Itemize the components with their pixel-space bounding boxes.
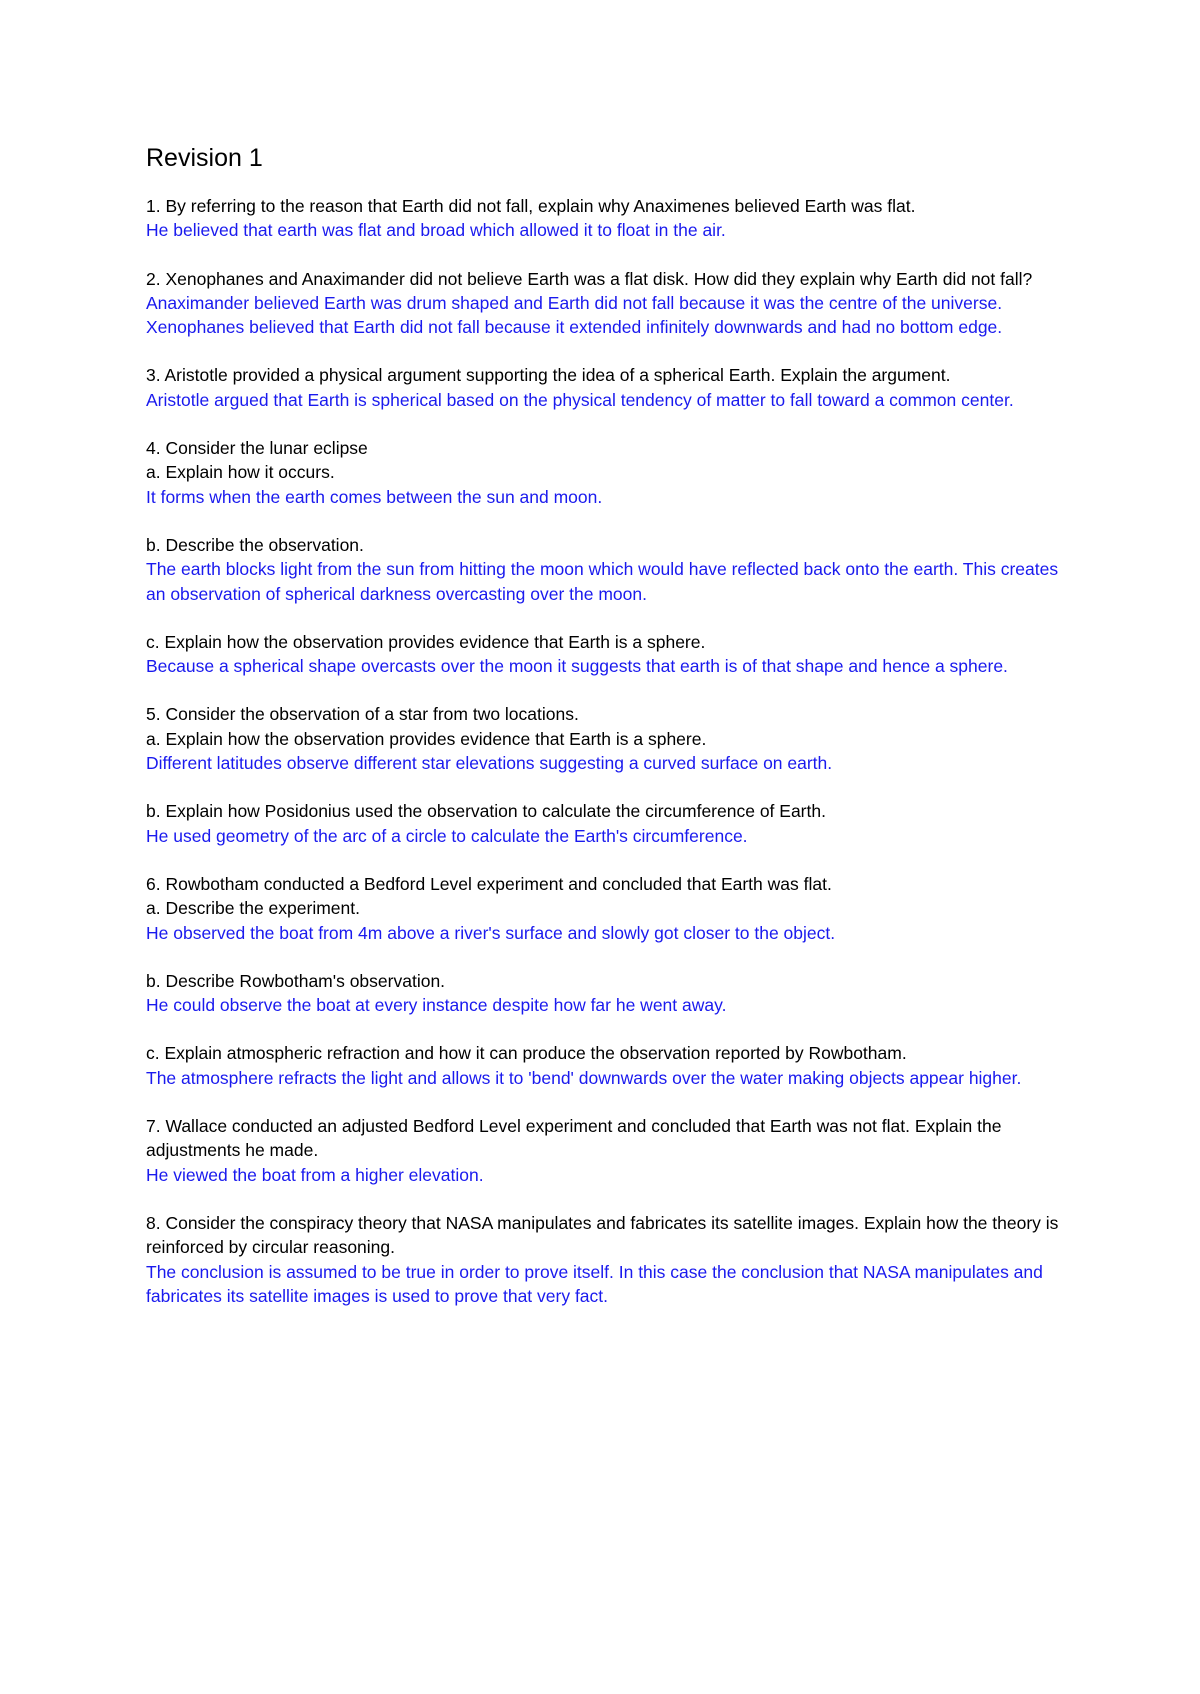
question-text: 7. Wallace conducted an adjusted Bedford Level experiment and concluded that Earth was not flat. Explain the adjustments he made. [146, 1116, 1002, 1161]
question-block [146, 872, 1076, 945]
answer-text: He could observe the boat at every instance despite how far he went away. [146, 995, 727, 1016]
question-text: 3. Aristotle provided a physical argument supporting the idea of a spherical Earth. Explain the argument. [146, 365, 951, 386]
answer-text: Anaximander believed Earth was drum shaped and Earth did not fall because it was the centre of the universe. [146, 292, 1003, 313]
answer-text: He used geometry of the arc of a circle to calculate the Earth's circumference. [146, 825, 748, 846]
question-text: b. Explain how Posidonius used the observation to calculate the circumference of Earth. [146, 801, 826, 822]
question-block [146, 630, 1076, 679]
answer-text: The conclusion is assumed to be true in order to prove itself. In this case the conclusion that NASA manipulates and fabricates its satellite images is used to prove that very fact. [146, 1261, 1043, 1306]
question-text: a. Explain how it occurs. [146, 462, 335, 483]
document-page [146, 140, 1076, 1332]
question-block [146, 799, 1076, 848]
answer-text: Because a spherical shape overcasts over the moon it suggests that earth is of that shape and hence a sphere. [146, 656, 1008, 677]
question-text: c. Explain how the observation provides evidence that Earth is a sphere. [146, 631, 706, 652]
question-text: a. Explain how the observation provides evidence that Earth is a sphere. [146, 728, 707, 749]
answer-text: Xenophanes believed that Earth did not fall because it extended infinitely downwards and had no bottom edge. [146, 317, 1003, 338]
answer-text: He viewed the boat from a higher elevation. [146, 1164, 484, 1185]
document-title: Revision 1 [146, 144, 263, 172]
question-text: c. Explain atmospheric refraction and how it can produce the observation reported by Rowbotham. [146, 1043, 907, 1064]
question-text: 5. Consider the observation of a star from two locations. [146, 704, 579, 725]
question-text: 8. Consider the conspiracy theory that NASA manipulates and fabricates its satellite images. Explain how the theory is reinforced by circular reasoning. [146, 1212, 1059, 1258]
question-text: b. Describe Rowbotham's observation. [146, 970, 446, 991]
question-block [146, 1114, 1076, 1187]
question-text: b. Describe the observation. [146, 534, 364, 555]
question-block [146, 436, 1076, 509]
question-text: 1. By referring to the reason that Earth did not fall, explain why Anaximenes believed Earth was flat. [146, 196, 916, 216]
question-block [146, 702, 1076, 775]
question-block [146, 969, 1076, 1018]
question-block [146, 1041, 1076, 1090]
answer-text: He observed the boat from 4m above a river's surface and slowly got closer to the object. [146, 922, 836, 943]
question-text: 2. Xenophanes and Anaximander did not believe Earth was a flat disk. How did they explain why Earth did not fall? [146, 268, 1033, 289]
answer-text: Aristotle argued that Earth is spherical based on the physical tendency of matter to fall toward a common center. [146, 389, 1014, 410]
answer-text: The atmosphere refracts the light and allows it to 'bend' downwards over the water making objects appear higher. [146, 1067, 1022, 1088]
question-block [146, 267, 1076, 340]
answer-text: Different latitudes observe different star elevations suggesting a curved surface on earth. [146, 753, 833, 774]
answer-text: It forms when the earth comes between the sun and moon. [146, 486, 603, 507]
question-text: 6. Rowbotham conducted a Bedford Level experiment and concluded that Earth was flat. [146, 873, 832, 894]
question-block [146, 533, 1076, 606]
answer-text: He believed that earth was flat and broad which allowed it to float in the air. [146, 220, 726, 241]
question-block [146, 194, 1076, 243]
question-text: a. Describe the experiment. [146, 898, 360, 919]
question-block [146, 1211, 1076, 1308]
question-block [146, 363, 1076, 412]
question-list [146, 194, 1076, 1308]
answer-text: The earth blocks light from the sun from hitting the moon which would have reflected back onto the earth. This creates an observation of spherical darkness overcasting over the moon. [146, 559, 1059, 604]
question-text: 4. Consider the lunar eclipse [146, 438, 368, 459]
